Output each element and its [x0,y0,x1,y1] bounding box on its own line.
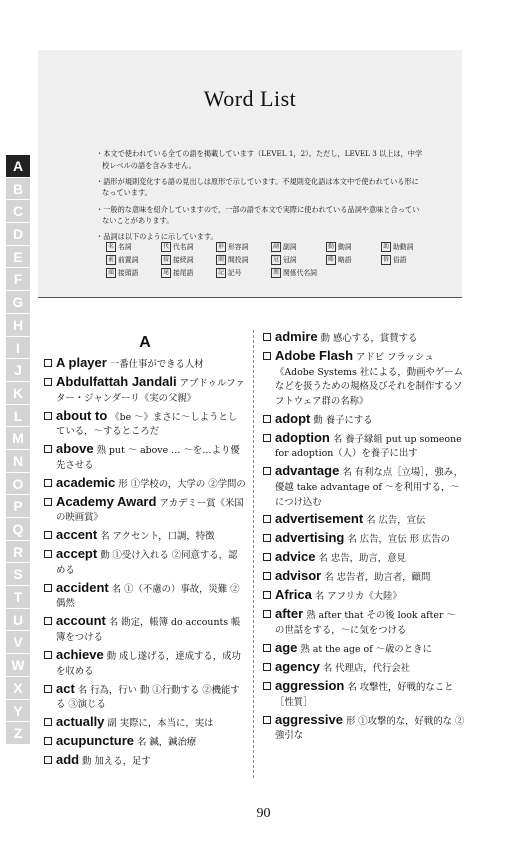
word-entry [263,660,465,677]
pos-legend-item [106,268,161,278]
column-divider [253,330,254,778]
checkbox-icon[interactable] [263,644,271,652]
checkbox-icon[interactable] [263,610,271,618]
word-entry [44,547,246,578]
definition: 名 広告，宣伝 [366,515,426,527]
word-entry [44,442,246,473]
word-entry [263,349,465,409]
pos-label: 名詞 [118,243,132,251]
checkbox-icon[interactable] [263,515,271,523]
definition: 一番仕事ができる人材 [109,359,204,370]
pos-label: 副詞 [283,243,297,251]
pos-abbr: 形 [216,242,226,252]
checkbox-icon[interactable] [44,737,52,745]
checkbox-icon[interactable] [263,553,271,561]
divider [38,297,462,298]
headword: Abdulfattah Jandali [56,373,177,389]
checkbox-icon[interactable] [263,663,271,671]
index-tab-q[interactable]: Q [6,518,30,541]
index-tab-l[interactable]: L [6,405,30,428]
pos-label: 冠詞 [283,256,297,264]
definition: 名 忠告，助言，意見 [318,553,406,565]
definition: 名 攻撃性，好戦的なこと［性質］ [275,681,454,708]
index-tab-s[interactable]: S [6,563,30,586]
word-entry [263,431,465,462]
headword: accent [56,527,98,543]
pos-label: 記号 [228,269,242,277]
definition: 動 ①受け入れる ②同意する，認める [56,550,238,576]
pos-label: 形容詞 [228,243,249,251]
pos-label: 助動詞 [393,243,414,251]
word-entry [44,648,246,679]
headword: advantage [275,463,340,479]
checkbox-icon[interactable] [44,445,52,453]
definition: 名 養子縁組 put up someone for adoption（人）を養子に出す [275,433,462,460]
word-entry [263,412,465,429]
headword: above [56,441,94,457]
word-entry [263,330,465,347]
definition: 動 感心する，賞賛する [320,333,418,344]
word-entry [44,528,246,545]
definition: 名 鍼，鍼治療 [137,737,197,749]
definition: 動 成し遂げる，達成する，成功を収める [56,651,241,677]
pos-abbr: 頭 [106,268,116,278]
definition: 名 アクセント，口調，特徴 [100,531,215,543]
entries-left-column [44,330,246,772]
headword: actually [56,714,105,730]
alphabet-index [6,155,30,745]
definition: 名 代理店，代行会社 [322,662,411,674]
pos-abbr: 前 [106,255,116,265]
word-entry [44,581,246,612]
checkbox-icon[interactable] [263,467,271,475]
headword: adopt [275,410,311,426]
headword: about to [56,407,108,423]
pos-legend-item [271,242,326,252]
definition: 熟 put ～ above … ～を…より優先させる [56,445,240,471]
word-entry [44,753,246,770]
checkbox-icon[interactable] [44,584,52,592]
checkbox-icon[interactable] [263,716,271,724]
checkbox-icon[interactable] [44,550,52,558]
pos-abbr: 副 [271,242,281,252]
pos-abbr: 関 [271,268,281,278]
index-tab-c[interactable]: C [6,200,30,223]
word-entry [263,679,465,710]
pos-label: 略語 [338,256,352,264]
headword: accept [56,546,98,562]
definition: 副 実際に，本当に，実は [107,718,214,730]
pos-legend-item [161,268,216,278]
index-tab-f[interactable]: F [6,268,30,291]
pos-legend-item [326,242,381,252]
definition: 名 行為，行い 動 ①行動する ②機能する ③演じる [56,684,240,711]
pos-label: 接続詞 [173,256,194,264]
pos-abbr: 尾 [161,268,171,278]
index-tab-v[interactable]: V [6,631,30,654]
note-1: ・本文で使われている全ての語を掲載しています（LEVEL 1，2）。ただし，LEVEL 3 以上は，中学校レベルの語を含みません。 [96,149,423,170]
pos-label: 動詞 [338,243,352,251]
definition: 名 ①（不慮の）事故，災難 ②偶然 [56,583,240,610]
pos-label: 前置詞 [118,256,139,264]
index-tab-y[interactable]: Y [6,700,30,723]
pos-legend-item [326,255,381,265]
checkbox-icon[interactable] [44,359,52,367]
word-entry [44,375,246,406]
word-entry [44,734,246,751]
headword: academic [56,474,116,490]
checkbox-icon[interactable] [44,412,52,420]
headword: advisor [275,568,322,584]
checkbox-icon[interactable] [44,378,52,386]
word-entry [263,588,465,605]
headword: advertising [275,530,345,546]
pos-label: 俗語 [393,256,407,264]
index-tab-d[interactable]: D [6,223,30,246]
headword: A player [56,355,107,370]
word-entry [44,356,246,373]
pos-abbr: 代 [161,242,171,252]
headword: accident [56,579,109,595]
checkbox-icon[interactable] [263,352,271,360]
index-tab-a[interactable]: A [6,155,30,178]
pos-legend-item [161,242,216,252]
word-entry [44,614,246,645]
note-4: ・品詞は以下のように示しています。 [96,232,218,242]
word-entry [263,464,465,510]
definition: アカデミー賞《米国の映画賞》 [56,497,244,524]
headword: age [275,639,298,655]
headword: achieve [56,647,104,662]
checkbox-icon[interactable] [44,531,52,539]
checkbox-icon[interactable] [44,617,52,625]
pos-legend-item [216,255,271,265]
headword: admire [275,329,318,344]
headword: advice [275,549,316,565]
checkbox-icon[interactable] [44,685,52,693]
definition: 名 アフリカ《大陸》 [314,591,402,603]
pos-label: 接尾語 [173,269,194,277]
definition: 形 ①学校の，大学の ②学問の [118,478,246,490]
definition: 名 忠告者，助言者，顧問 [324,572,431,584]
headword: advertisement [275,511,364,527]
pos-abbr: 名 [106,242,116,252]
note-2: ・語形が規則変化する語の見出しは原形で示しています。不規則変化語は本文中で使われている形になっています。 [96,176,419,198]
index-tab-r[interactable]: R [6,541,30,564]
word-entry [263,512,465,529]
pos-abbr: 冠 [271,255,281,265]
definition: アドビ フラッシュ《Adobe Systems 社による，動画やゲームなどを扱うための規格及びそれを制作するソフトウェア群の名称》 [275,351,463,407]
word-entry [44,715,246,732]
definition: 名 有利な点［立場］，強み，優越 take advantage of ～を利用する，～につけ込む [275,467,464,508]
pos-legend-item [381,255,436,265]
headword: add [56,752,80,768]
headword: Adobe Flash [275,347,354,363]
word-entry [263,607,465,638]
checkbox-icon[interactable] [44,651,52,659]
index-tab-h[interactable]: H [6,314,30,337]
pos-label: 関係代名詞 [283,269,317,277]
index-tab-x[interactable]: X [6,677,30,700]
pos-abbr: 助 [381,242,391,252]
checkbox-icon[interactable] [263,434,271,442]
index-tab-t[interactable]: T [6,586,30,609]
pos-legend-item [161,255,216,265]
headword: aggressive [275,711,343,727]
checkbox-icon[interactable] [44,756,52,764]
definition: 《be ～》まさに～しようとしている，～するところだ [56,411,238,438]
index-tab-z[interactable]: Z [6,722,30,745]
word-entry [263,531,465,548]
definition: 名 広告，宣伝 形 広告の [347,534,451,546]
headword: Africa [275,587,312,603]
intro-notes [96,148,426,248]
word-entry [263,550,465,567]
checkbox-icon[interactable] [44,479,52,487]
pos-abbr: 間 [216,255,226,265]
checkbox-icon[interactable] [263,415,271,423]
part-of-speech-legend [106,242,436,278]
pos-abbr: 動 [326,242,336,252]
page-number: 90 [256,806,271,821]
index-tab-w[interactable]: W [6,654,30,677]
headword: acupuncture [56,733,135,749]
word-entry [263,641,465,658]
pos-legend-item [271,268,326,278]
index-tab-i[interactable]: I [6,337,30,360]
definition: 形 ①攻撃的な，好戦的な ②強引な [275,715,465,742]
index-tab-o[interactable]: O [6,473,30,496]
word-entry [44,409,246,440]
definition: 熟 after that その後 look after ～の世話をする，～に気をつける [275,610,456,636]
note-3: ・一般的な意味を紹介していますので，一部の語で本文で実際に使われている品詞や意味と合っていないことがあります。 [96,204,420,226]
definition: 動 養子にする [313,414,373,426]
index-tab-m[interactable]: M [6,427,30,450]
index-tab-k[interactable]: K [6,382,30,405]
index-tab-e[interactable]: E [6,246,30,269]
pos-legend-item [106,242,161,252]
headword: after [275,606,304,622]
checkbox-icon[interactable] [263,591,271,599]
checkbox-icon[interactable] [44,498,52,506]
word-entry [44,495,246,526]
word-entry [44,476,246,493]
checkbox-icon[interactable] [44,718,52,726]
definition: アブドゥルファター・ジャンダーリ《実の父親》 [56,377,245,404]
pos-legend-item [271,255,326,265]
pos-label: 接頭語 [118,269,139,277]
index-tab-b[interactable]: B [6,178,30,201]
pos-abbr: 接 [161,255,171,265]
page-title: Word List [203,86,297,111]
word-entry [44,682,246,713]
pos-abbr: 略 [326,255,336,265]
headword: Academy Award [56,493,157,509]
definition: 動 加える，足す [82,756,151,768]
checkbox-icon[interactable] [263,572,271,580]
headword: act [56,680,75,696]
index-tab-j[interactable]: J [6,359,30,382]
pos-legend-item [216,242,271,252]
index-tab-p[interactable]: P [6,495,30,518]
pos-abbr: 記 [216,268,226,278]
pos-legend-item [381,242,436,252]
index-tab-u[interactable]: U [6,609,30,632]
checkbox-icon[interactable] [263,534,271,542]
index-tab-g[interactable]: G [6,291,30,314]
section-letter: A [139,334,151,351]
checkbox-icon[interactable] [263,333,271,341]
pos-legend-item [106,255,161,265]
pos-label: 代名詞 [173,243,194,251]
checkbox-icon[interactable] [263,682,271,690]
headword: account [56,613,106,629]
pos-label: 間投詞 [228,256,249,264]
headword: adoption [275,429,330,445]
definition: 熟 at the age of ～歳のときに [300,643,432,655]
headword: aggression [275,677,345,693]
definition: 名 勘定，帳簿 do accounts 帳簿をつける [56,617,241,644]
headword: agency [275,658,320,674]
word-entry [263,569,465,586]
index-tab-n[interactable]: N [6,450,30,473]
entries-right-column [263,330,465,746]
pos-legend-item [216,268,271,278]
word-entry [263,713,465,744]
pos-abbr: 俗 [381,255,391,265]
